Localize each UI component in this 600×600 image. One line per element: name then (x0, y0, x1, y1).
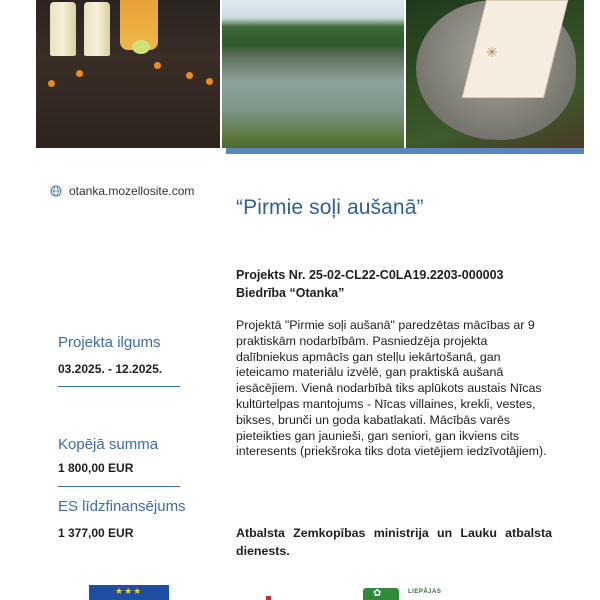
leaf-icon: ✿ (373, 588, 382, 599)
total-value: 1 800,00 EUR (58, 461, 134, 475)
berry-image (48, 80, 55, 87)
eu-cofinancing-label: ES līdzfinansējums (58, 498, 186, 515)
berry-image (206, 78, 213, 85)
sun-ornament-icon: ✳ (486, 44, 498, 60)
eu-flag-logo (89, 585, 169, 600)
stone-instrument-photo (406, 0, 584, 148)
header-photo-strip (36, 0, 584, 148)
project-description: Projektā "Pirmie soļi aušanā" paredzētas mācības ar 9 praktiskām nodarbībām. Pasniedzēja projekta dalībniekus apmācīs gan stelļu iekārtošanā, gan ieteicamo materiālu izvēlē, gan praktiskā aušanā iesācējiem. Vienā nodarbībā tiks aplūkots austais Nīcas kultūrtelpas mantojums - Nīcas villaines, krekli, vestes, bikses, brunči un goda kabatlakati. Mācībās varēs pieteikties gan jaunieši, gan seniori, gan ikviens cits interesents (priekšroka tiks dota vietējiem iedzīvotājiem). (236, 318, 547, 459)
eu-cofinancing-value: 1 377,00 EUR (58, 526, 134, 540)
project-heading (236, 266, 576, 302)
berry-image (186, 72, 193, 79)
wooden-table (36, 56, 220, 148)
project-organization: Biedrība “Otanka” (236, 286, 345, 300)
info-divider (58, 386, 180, 387)
total-label: Kopējā summa (58, 436, 159, 453)
project-number: Projekts Nr. 25-02-CL22-C0LA19.2203-000003 (236, 268, 504, 282)
bottle-image (50, 2, 76, 56)
berry-image (76, 70, 83, 77)
info-divider (58, 486, 180, 487)
berry-image (154, 62, 161, 69)
header-rule (226, 148, 584, 154)
lake-pier-photo (222, 0, 404, 148)
page-title: “Pirmie soļi aušanā” (236, 196, 424, 219)
duration-value: 03.2025. - 12.2025. (58, 362, 163, 376)
lime-image (132, 40, 150, 54)
support-statement: Atbalsta Zemkopības ministrija un Lauku atbalsta dienests. (236, 526, 552, 558)
globe-icon (50, 185, 62, 197)
website-url[interactable]: otanka.mozellosite.com (69, 184, 195, 198)
website-link[interactable] (50, 184, 194, 198)
duration-label: Projekta ilgums (58, 334, 161, 351)
juice-bottles-photo (36, 0, 220, 148)
eu-stars-icon: ★★★ (115, 586, 143, 596)
bottle-image (84, 2, 110, 56)
ministry-logo (266, 596, 271, 600)
leader-logo-text: LIEPĀJAS (408, 589, 442, 595)
